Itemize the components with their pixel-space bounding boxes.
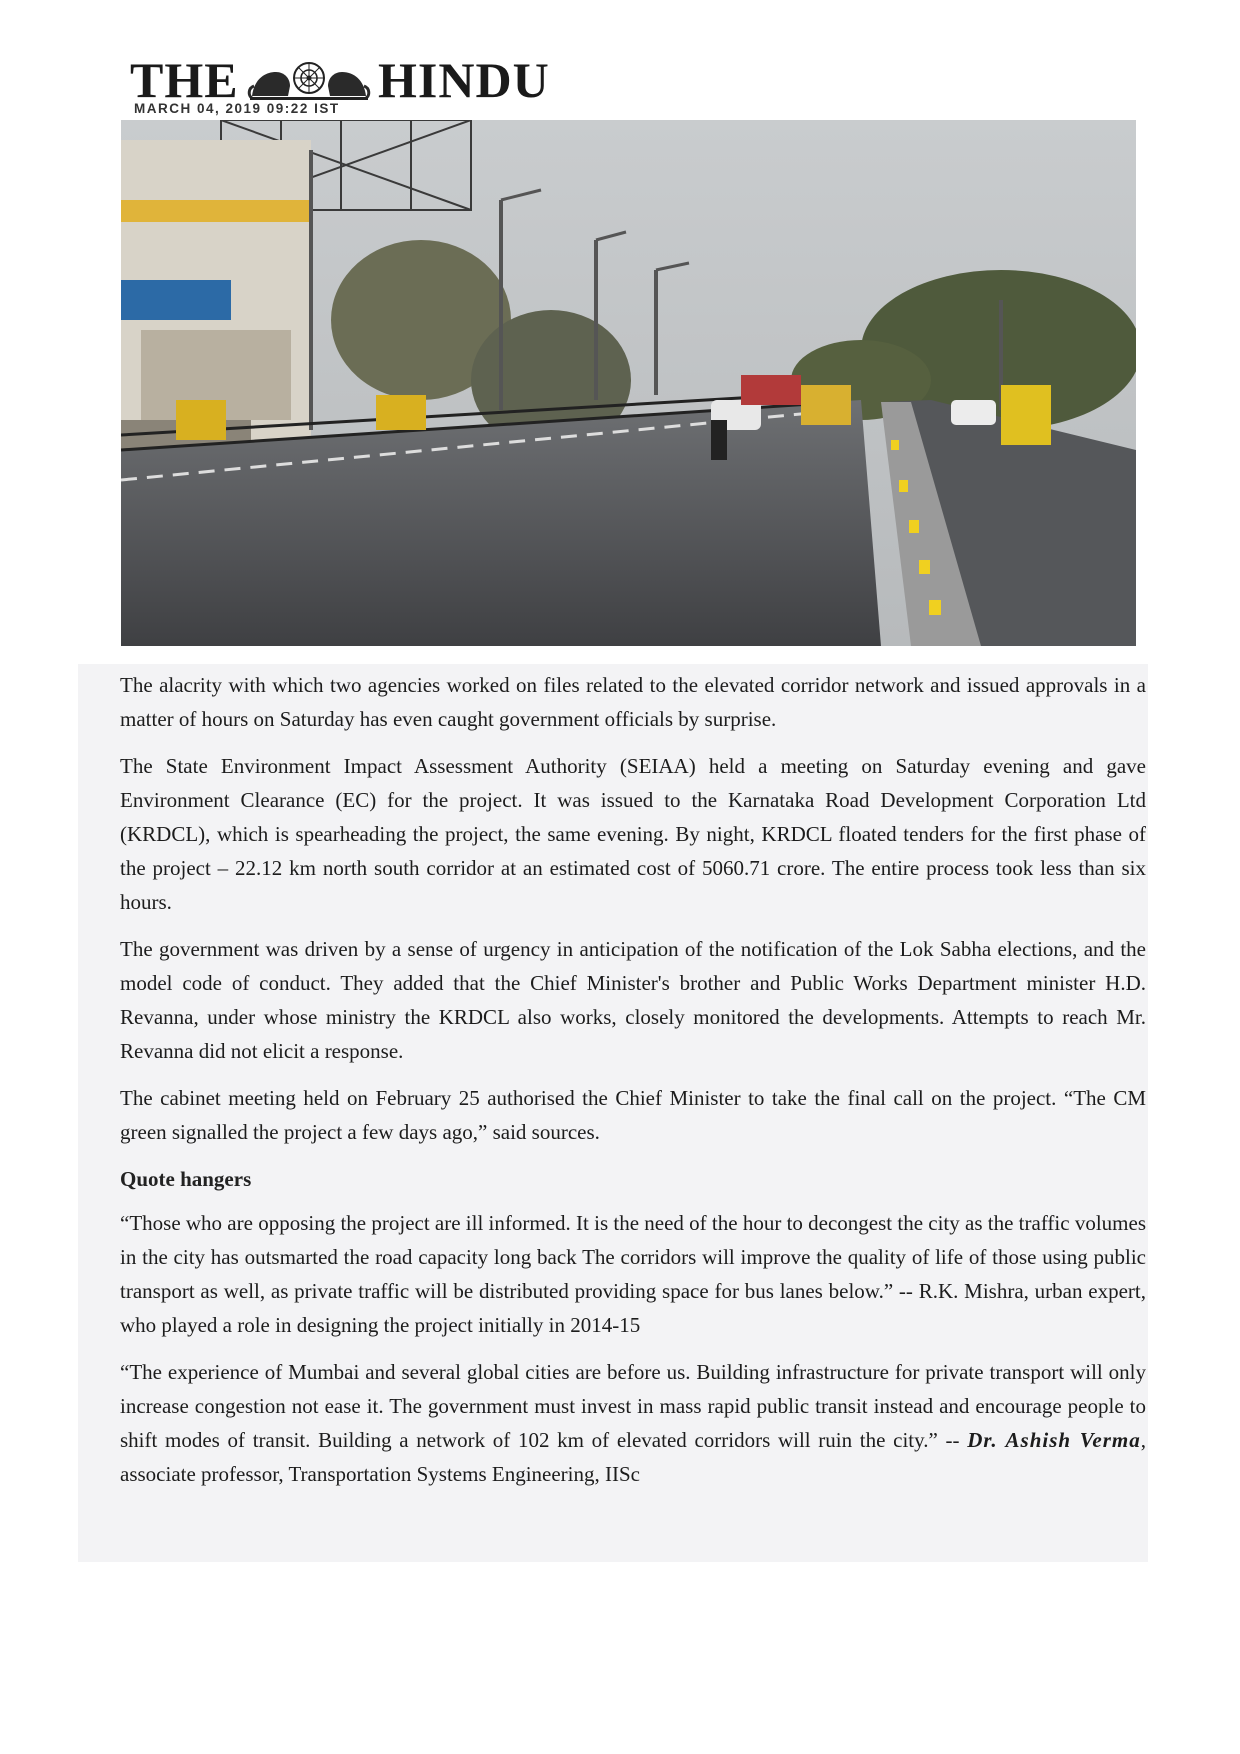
- road-photo: [121, 120, 1136, 646]
- masthead-hindu: HINDU: [378, 52, 550, 108]
- article-paragraph-6: [120, 1355, 1146, 1491]
- section-heading: Quote hangers: [120, 1167, 252, 1191]
- article-paragraph-1: The alacrity with which two agencies worked on files related to the elevated corridor network and issued approvals in a matter of hours on Saturday has even caught government officials by surprise.: [120, 673, 1146, 731]
- quote-affiliation: , associate professor, Transportation Systems Engineering, IISc: [120, 1428, 1146, 1486]
- masthead: [124, 52, 564, 118]
- article-paragraph-4: The cabinet meeting held on February 25 authorised the Chief Minister to take the final call on the project. “The CM green signalled the project a few days ago,” said sources.: [120, 1086, 1146, 1144]
- article-paragraph-5: “Those who are opposing the project are ill informed. It is the need of the hour to decongest the city as the traffic volumes in the city has outsmarted the road capacity long back The corridors will improve the quality of life of those using public transport as well, as private traffic will be distributed providing space for bus lanes below.” -- R.K. Mishra, urban expert, who played a role in designing the project initially in 2014-15: [120, 1211, 1146, 1337]
- quote-author: Dr. Ashish Verma: [967, 1428, 1141, 1452]
- elephant-emblem-icon: [244, 58, 374, 102]
- dateline: MARCH 04, 2019 09:22 IST: [134, 101, 340, 116]
- article-body: [78, 664, 1148, 1562]
- article-paragraph-3: The government was driven by a sense of urgency in anticipation of the notification of the Lok Sabha elections, and the model code of conduct. They added that the Chief Minister's brother and Public Works Department minister H.D. Revanna, under whose ministry the KRDCL also works, closely monitored the developments. Attempts to reach Mr. Revanna did not elicit a response.: [120, 937, 1146, 1063]
- quote-text: “The experience of Mumbai and several global cities are before us. Building infrastructure for private transport will only increase congestion not ease it. The government must invest in mass rapid public transit instead and encourage people to shift modes of transit. Building a network of 102 km of elevated corridors will ruin the city.” --: [120, 1360, 1146, 1452]
- masthead-the: THE: [130, 52, 239, 108]
- article-paragraph-2: The State Environment Impact Assessment Authority (SEIAA) held a meeting on Saturday evening and gave Environment Clearance (EC) for the project. It was issued to the Karnataka Road Development Corporation Ltd (KRDCL), which is spearheading the project, the same evening. By night, KRDCL floated tenders for the first phase of the project – 22.12 km north south corridor at an estimated cost of 5060.71 crore. The entire process took less than six hours.: [120, 754, 1146, 914]
